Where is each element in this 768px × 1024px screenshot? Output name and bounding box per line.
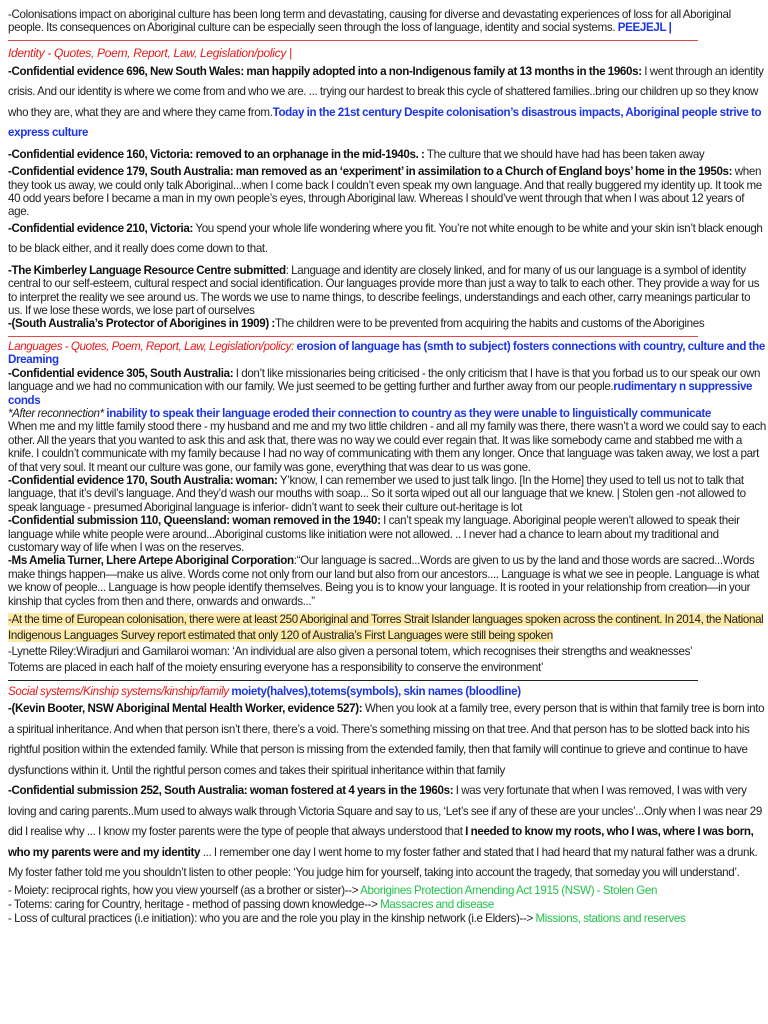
summary-item [8, 912, 766, 926]
summary-item-text: - Totems: caring for Country, heritage - method of passing down knowledge--> [8, 897, 378, 911]
submission-252-lead: -Confidential submission 252, South Australia: woman fostered at 4 years in the 1960s: [8, 784, 454, 797]
social-heading-title: Social systems/Kinship systems/kinship/family [8, 685, 229, 698]
totems-note: Totems are placed in each half of the moiety ensuring everyone has a responsibility to conserve the environment’ [8, 661, 544, 674]
evidence-160-lead: -Confidential evidence 160, Victoria: removed to an orphanage in the mid-1940s. : [8, 147, 425, 161]
evidence-696 [8, 62, 766, 144]
summary-item-link: Missions, stations and reserves [532, 911, 686, 925]
turner-lead: -Ms Amelia Turner, Lhere Artepe Aboriginal Corporation [8, 554, 294, 568]
evidence-170-text: Y’know, I can remember we used to just talk lingo. [In the Home] they used to tell us not to talk that language, that it’s devil’s language. And they’d wash our mouths with soap... So it sorta wiped out all our language that we knew. | Stolen gen -not allowed to speak language - presumed Aboriginal language is inferior- didn’t want to seek their culture out-heritage is lot [8, 473, 746, 514]
social-heading [8, 684, 766, 699]
protector-quote [8, 317, 766, 330]
evidence-696-note: Today in the 21st century Despite colonisation’s disastrous impacts, Aboriginal people strive to express culture [8, 105, 762, 140]
evidence-305 [8, 367, 766, 407]
after-reconnection-label: *After reconnection* [8, 406, 104, 420]
protector-text: The children were to be prevented from acquiring the habits and customs of the Aborigines [274, 317, 705, 331]
evidence-210-text: You spend your whole life wondering where you fit. You’re not white enough to be white and your skin isn’t black enough to be black either, and it really does come down to that. [8, 221, 763, 256]
after-reconnection-note: inability to speak their language eroded their connection to country as they were unable to linguistically communicate [103, 406, 711, 420]
evidence-179-lead: -Confidential evidence 179, South Australia: man removed as an ‘experiment’ in assimilation to a Church of England boys’ home in the 1950s: [8, 165, 733, 179]
booter-lead: -(Kevin Booter, NSW Aboriginal Mental Health Worker, evidence 527): [8, 702, 363, 715]
evidence-160-text: The culture that we should have had has been taken away [424, 147, 705, 161]
languages-heading [8, 340, 766, 367]
turner-text: :“Our language is sacred...Words are given to us by the land and those words are sacred...Words make things happen—make us alive. Words come not only from our land but also from our ancestors.... Language is what we see in people. Language is what we know of people... Language is how people identify themselves. Being you is to know your language. It is rooted in your relationship from creation—in your kinship that cycles from then and there, onwards and onwards...” [8, 554, 760, 608]
summary-item-link: Aborigines Protection Amending Act 1915 (NSW) - Stolen Gen [358, 883, 658, 897]
summary-item-link: Massacres and disease [377, 897, 494, 911]
languages-statistic [8, 612, 766, 644]
booter-text: When you look at a family tree, every person that is within that family tree is born into a spiritual inheritance. And when that person isn’t there, there’s a void. There’s something missing on that tree. And that person has to be slotted back into his rightful position within the extended family. While that person is missing from the extended family, then that family will continue to grieve and continue to have dysfunctions within it. Until the rightful person comes and takes their spiritual inheritance within that family [8, 702, 765, 777]
evidence-210-lead: -Confidential evidence 210, Victoria: [8, 221, 194, 235]
submission-110-text: I can’t speak my language. Aboriginal people weren’t allowed to speak their language while white people were around...Aboriginal customs like initiation were not allowed. .. I never had a chance to learn about my traditional and customary way of life when I was on the reserves. [8, 514, 740, 554]
social-heading-note: moiety(halves),totems(symbols), skin names (bloodline) [228, 685, 521, 698]
after-reconnection [8, 407, 766, 474]
evidence-210 [8, 219, 766, 260]
summary-item-text: - Moiety: reciprocal rights, how you view yourself (as a brother or sister)--> [8, 883, 359, 897]
summary-item-text: - Loss of cultural practices (i.e initiation): who you are and the role you play in the kinship network (i.e Elders)--> [8, 911, 533, 925]
evidence-305-lead: -Confidential evidence 305, South Australia: [8, 366, 234, 380]
evidence-696-lead: -Confidential evidence 696, New South Wales: man happily adopted into a non-Indigenous family at 13 months in the 1960s: [8, 64, 642, 78]
submission-252-text2: ... I remember one day I went home to my foster father and stated that I had heard that my natural father was a drunk. My foster father told me you shouldn’t listen to other people: ‘You judge him for yourself, taking into account the tragedy, that someday you will understand’. [8, 845, 758, 879]
riley-quote: -Lynette Riley:Wiradjuri and Gamilaroi woman: ‘An individual are also given a personal totem, which recognises their strengths and weaknesses’ [8, 645, 693, 658]
section-divider [8, 40, 698, 41]
evidence-696-text: I went through an identity crisis. And our identity is where we come from and who we are. ... trying our hardest to break this cycle of shattered families..bring our children up so they know who they are, what they are and where they came from. [8, 64, 764, 119]
after-reconnection-text: When me and my little family stood there - my husband and me and my two little children - and all my family was there, there wasn’t a word we could say to each other. All the years that you wanted to ask this and ask that, there was no way we could ever regain that. It was like somebody came and stabbed me with a knife. I couldn’t communicate with my family because I had no way of communicating with them any longer. Once that language was taken away, we lost a part of that very soul. It meant our culture was gone, our family was gone, everything that was dear to us was gone. [8, 420, 766, 474]
submission-252-text1: I was very fortunate that when I was removed, I was with very loving and caring parents..Mum used to always walk through Victoria Square and say to us, ‘Let’s see if any of these are your uncles’...Only when I was near 29 did I realise why ... I know my foster parents were the type of people that always understood that [8, 784, 762, 838]
submission-252-bold: I needed to know my roots, who I was, where I was born, who my parents were and my identity [8, 825, 754, 859]
kimberley-text: : Language and identity are closely linked, and for many of us our language is a symbol of identity central to our self-esteem, cultural respect and social identification. Our languages provide more than just a way to talk to each other. They provide a way for us to interpret the reality we see around us. The words we use to name things, to describe feelings, understandings and each other, carry meanings particular to us. If we lose these words, we lose part of ourselves [8, 263, 760, 318]
evidence-305-note: rudimentary n suppressive conds [8, 380, 753, 407]
intro-tag: PEEJEJL | [617, 21, 672, 35]
languages-statistic-text: -At the time of European colonisation, there were at least 250 Aboriginal and Torres Strait Islander languages spoken across the continent. In 2014, the National Indigenous Languages Survey report estimated that only 120 of Australia’s First Languages were still being spoken [8, 613, 764, 642]
summary-list [8, 884, 766, 926]
protector-lead: -(South Australia’s Protector of Aborigines in 1909) : [8, 317, 275, 331]
intro-paragraph [8, 8, 766, 35]
submission-110 [8, 514, 766, 554]
booter-evidence [8, 699, 766, 781]
summary-item [8, 884, 766, 898]
evidence-305-text: I don’t like missionaries being criticised - the only criticism that I have is that you forbad us to our speak our own language and we had no communication with our family. We just seemed to be getting further and further away from our people. [8, 366, 761, 394]
submission-110-lead: -Confidential submission 110, Queensland: woman removed in the 1940: [8, 514, 381, 528]
evidence-179 [8, 165, 766, 219]
intro-text: -Colonisations impact on aboriginal culture has been long term and devastating, causing for diverse and devastating experiences of loss for all Aboriginal people. Its consequences on Aboriginal culture can be especially seen through the loss of language, identity and social systems. [8, 8, 731, 35]
submission-252 [8, 781, 766, 884]
evidence-179-text: when they took us away, we could only talk Aboriginal...when I come back I couldn’t even speak my own language. And that really buggered my identity up. It took me 40 odd years before I became a man in my own people’s eyes, through Aboriginal law. Whereas I should’ve went through that when I was about 12 years of age. [8, 165, 762, 219]
turner-quote [8, 554, 766, 608]
identity-heading: Identity - Quotes, Poem, Report, Law, Legislation/policy | [8, 45, 292, 60]
summary-item [8, 898, 766, 912]
languages-heading-title: Languages - Quotes, Poem, Report, Law, Legislation/policy: [8, 339, 294, 353]
evidence-170 [8, 474, 766, 514]
evidence-170-lead: -Confidential evidence 170, South Australia: woman: [8, 473, 278, 487]
section-divider [8, 680, 698, 681]
evidence-160 [8, 148, 766, 161]
kimberley-lead: -The Kimberley Language Resource Centre submitted [8, 263, 286, 277]
languages-heading-note: erosion of language has (smth to subject) fosters connections with country, culture and the Dreaming [8, 339, 765, 367]
section-divider [8, 336, 698, 337]
kimberley-submission [8, 264, 766, 318]
